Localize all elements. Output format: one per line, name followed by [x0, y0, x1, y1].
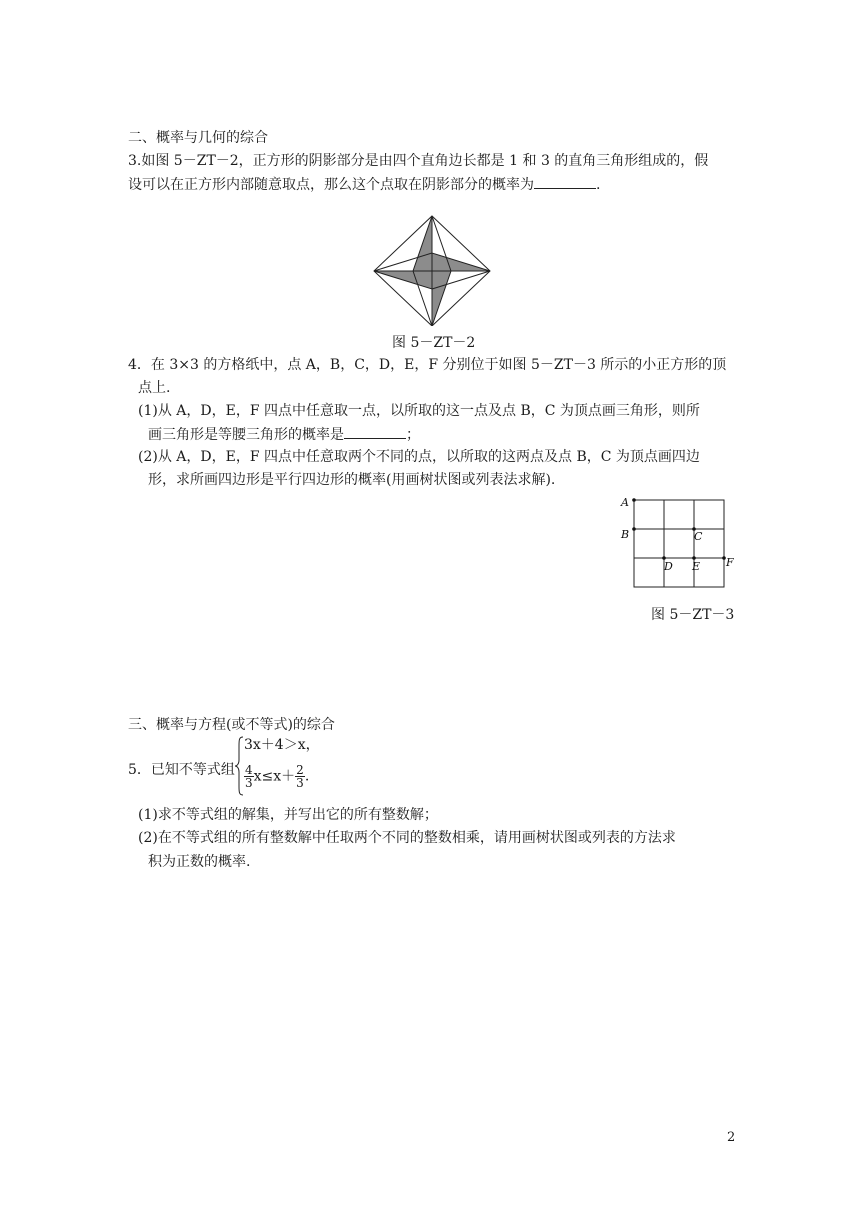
- q3-line2-end: .: [596, 177, 601, 193]
- q4-part1-line1: (1)从 A，D，E，F 四点中任意取一点，以所取的这一点及点 B，C 为顶点画三角形，则所: [138, 403, 700, 419]
- q4-line1: 4．在 3×3 的方格纸中，点 A，B，C，D，E，F 分别位于如图 5－ZT－3 所示的小正方形的顶: [128, 357, 727, 373]
- q5-intro: 5．已知不等式组: [128, 762, 235, 778]
- q5-part1: (1)求不等式组的解集，并写出它的所有整数解；: [138, 807, 438, 823]
- shaded-triangle-top: [413, 216, 432, 271]
- fraction-four-thirds: $\frac{4}{3}$: [245, 763, 253, 790]
- fraction-two-thirds: $\frac{2}{3}$: [296, 763, 304, 790]
- figure-5-zt-3-caption: 图 5－ZT－3: [651, 607, 735, 623]
- q4-part1-line2-text: 画三角形是等腰三角形的概率是: [148, 427, 344, 443]
- q4-line2: 点上.: [138, 380, 171, 396]
- label-f: F: [726, 556, 734, 569]
- inequality-system: [230, 734, 390, 798]
- figure-5-zt-2-caption: 图 5－ZT－2: [392, 335, 476, 351]
- brace: [234, 736, 244, 796]
- answer-blank: [344, 424, 406, 439]
- label-c: C: [694, 530, 703, 543]
- inequality-2: $\frac{4}{3}$ x≤x＋ $\frac{2}{3}$ .: [245, 763, 310, 790]
- label-a: A: [621, 496, 629, 509]
- shaded-triangle-right: [432, 253, 490, 271]
- q4-part2-line2: 形，求所画四边形是平行四边形的概率(用画树状图或列表法求解).: [148, 472, 556, 488]
- section-heading-equation: 三、概率与方程(或不等式)的综合: [128, 717, 335, 733]
- point-a: [632, 498, 636, 502]
- figure-5-zt-3: [618, 494, 742, 594]
- q3-line2: [128, 174, 600, 195]
- label-d: D: [664, 560, 673, 573]
- q4-part1-line2: [148, 424, 420, 445]
- section-heading-geometry: 二、概率与几何的综合: [128, 130, 268, 146]
- label-e: E: [692, 560, 701, 573]
- shaded-triangle-left: [374, 271, 432, 289]
- q3-line1: 3.如图 5－ZT－2，正方形的阴影部分是由四个直角边长都是 1 和 3 的直角三角形组成的，假: [128, 153, 709, 169]
- q5-part2-line1: (2)在不等式组的所有整数解中任取两个不同的整数相乘，请用画树状图或列表的方法求: [138, 830, 676, 846]
- point-b: [632, 527, 636, 531]
- page-number: 2: [727, 1130, 736, 1145]
- q3-line2-text: 设可以在正方形内部随意取点，那么这个点取在阴影部分的概率为: [128, 177, 534, 193]
- figure-5-zt-2: [370, 214, 494, 326]
- q4-part1-line2-end: ；: [406, 427, 420, 443]
- q4-part2-line1: (2)从 A，D，E，F 四点中任意取两个不同的点，以所取的这两点及点 B，C 为顶点画四边: [138, 449, 700, 465]
- q5-part2-line2: 积为正数的概率.: [148, 854, 251, 870]
- inequality-1: 3x＋4＞x，: [244, 737, 320, 753]
- label-b: B: [621, 528, 630, 541]
- shaded-triangle-bottom: [432, 271, 451, 326]
- answer-blank: [534, 174, 596, 189]
